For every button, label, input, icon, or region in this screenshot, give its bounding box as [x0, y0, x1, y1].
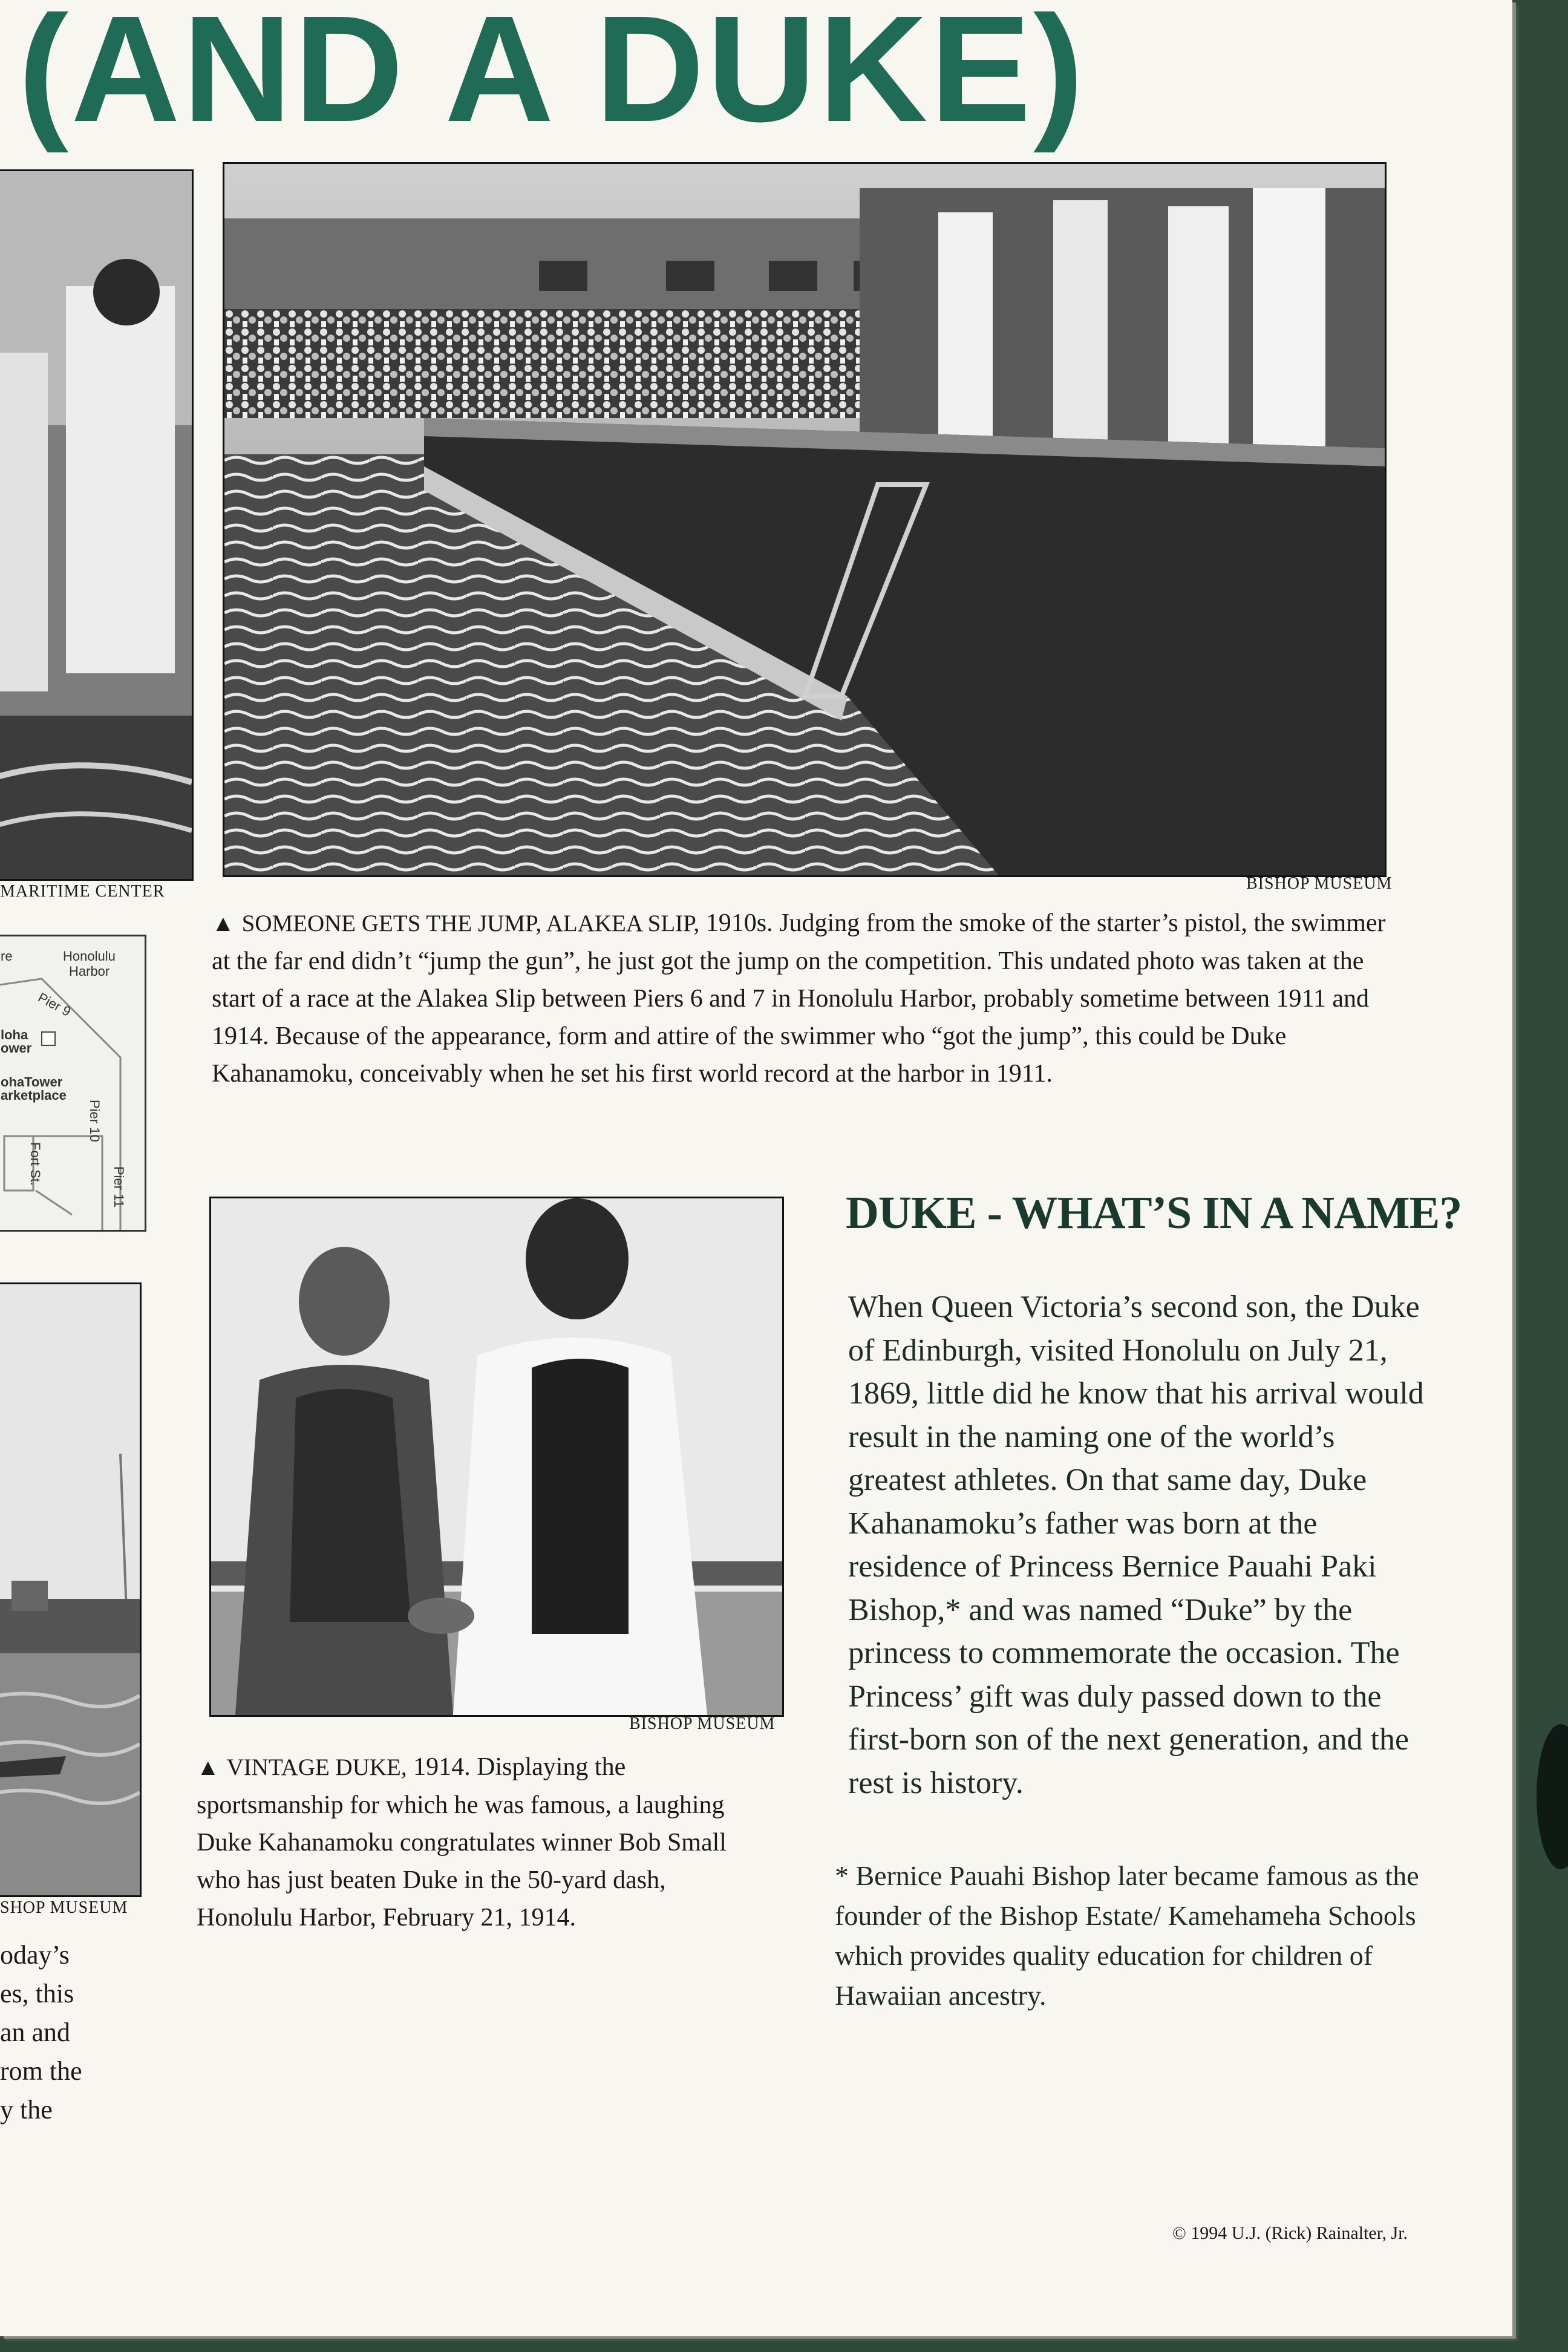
left-bottom-credit: SHOP MUSEUM	[0, 1898, 128, 1917]
section-footnote	[835, 1856, 1440, 2016]
left-top-photo	[0, 169, 194, 881]
map-label: Pier 11	[111, 1166, 126, 1208]
caption-lead: SOMEONE GETS THE JUMP, ALAKEA SLIP,	[241, 910, 700, 936]
map-label: Harbor	[69, 964, 110, 979]
copyright: © 1994 U.J. (Rick) Rainalter, Jr.	[1172, 2223, 1408, 2243]
left-top-credit: MARITIME CENTER	[0, 882, 165, 901]
main-photo-credit: BISHOP MUSEUM	[1246, 874, 1393, 893]
caption-lead: VINTAGE DUKE,	[226, 1754, 407, 1780]
map-label: Pier 10	[87, 1100, 102, 1142]
headline: (AND A DUKE)	[18, 0, 1086, 153]
map-label: ower	[1, 1040, 32, 1056]
section-body: When Queen Victoria’s second son, the Duke of Edinburgh, visited Honolulu on July 21, 1869, little did he know that his arrival would result in the naming one of the world’s greatest athletes. On that same day, Duke Kahanamoku’s father was born at the residence of Princess Bernice Pauahi Paki Bishop,* and was named “Duke” by the princess to commemorate the occasion. The Princess’ gift was duly passed down to the first-born son of the next generation, and the rest is history.	[848, 1290, 1424, 1800]
left-bottom-photo	[0, 1282, 142, 1897]
alakea-slip-photo	[223, 162, 1387, 877]
harbor-map	[0, 935, 146, 1232]
map-label: Honolulu	[63, 949, 116, 964]
footnote-text: Bernice Pauahi Bishop later became famous as the founder of the Bishop Estate/ Kamehameha Schools which provides quality education for children of Hawaiian ancestry.	[835, 1860, 1419, 2011]
map-label: loha	[1, 1027, 28, 1042]
map-label: arketplace	[1, 1088, 67, 1103]
map-label: Pier 9	[35, 990, 74, 1020]
left-text-line: an and	[0, 2017, 71, 2047]
left-text-line: es, this	[0, 1979, 74, 2008]
left-text-line: oday’s	[0, 1940, 70, 1970]
section-title: DUKE - WHAT’S IN A NAME?	[846, 1187, 1462, 1238]
vintage-duke-caption	[197, 1748, 753, 1936]
left-text-fragments	[0, 1936, 82, 2129]
vintage-photo-credit: BISHOP MUSEUM	[629, 1714, 776, 1733]
caption-text: Judging from the smoke of the starter’s pistol, the swimmer at the far end didn’t “jump the gun”, he just got the jump on the competition. This undated photo was taken at the start of a race at the Alakea Slip between Piers 6 and 7 in Honolulu Harbor, probably sometime between 1911 and 1914. Because of the appearance, form and attire of the swimmer who “got the jump”, this could be Duke Kahanamoku, conceivably when he set his first world record at the harbor in 1911.	[212, 909, 1386, 1088]
alakea-slip-caption	[212, 904, 1397, 1093]
caption-text: Displaying the sportsmanship for which he was famous, a laughing Duke Kahanamoku congratulates winner Bob Small who has just beaten Duke in the 50-yard dash, Honolulu Harbor, February 21, 1914.	[197, 1753, 727, 1932]
triangle-up-icon: ▲	[212, 911, 235, 936]
map-label: Fort St.	[28, 1142, 43, 1186]
left-text-line: y the	[0, 2095, 53, 2125]
caption-year: 1910s.	[705, 909, 773, 937]
map-label: ohaTower	[1, 1074, 63, 1089]
triangle-up-icon: ▲	[197, 1755, 220, 1780]
left-text-line: rom the	[0, 2056, 82, 2086]
map-label: re	[1, 949, 13, 964]
caption-year: 1914.	[413, 1753, 471, 1781]
mounting-bolt	[1537, 1724, 1568, 1869]
vintage-duke-photo	[209, 1197, 784, 1717]
footnote-mark: *	[835, 1860, 849, 1891]
